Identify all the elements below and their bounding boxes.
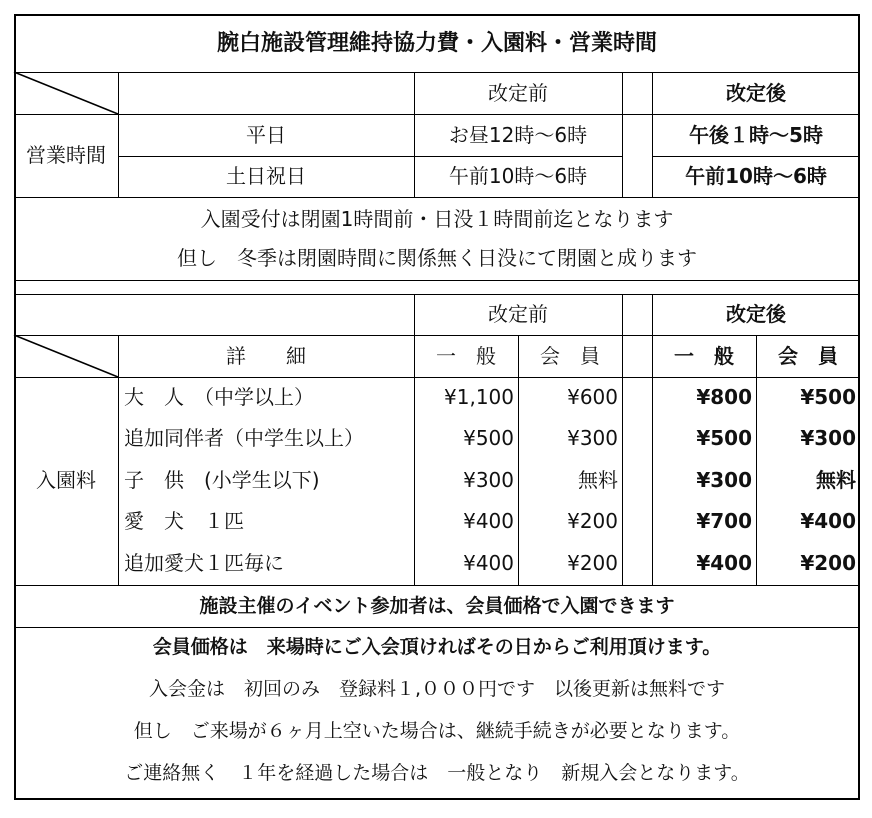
member-note-expiry: ご連絡無く １年を経過した場合は 一般となり 新規入会となります。 — [124, 762, 750, 784]
rule-hours-mid-right — [652, 156, 860, 157]
rule-fees-bottom — [14, 585, 860, 586]
fee-before-member-companion: ¥300 — [567, 426, 618, 450]
fees-after-general-header: 一 般 — [674, 344, 734, 368]
hours-after-holiday: 午前10時～6時 — [685, 164, 827, 188]
hours-corner-diagonal — [14, 72, 118, 114]
rule-notes-bottom — [14, 280, 860, 281]
col-rule-fees-1 — [118, 335, 119, 585]
fee-before-member-adult: ¥600 — [567, 385, 618, 409]
page-title: 腕白施設管理維持協力費・入園料・営業時間 — [216, 31, 657, 56]
fees-col-before: 改定前 — [488, 302, 548, 326]
hours-before-holiday: 午前10時～6時 — [448, 164, 588, 188]
fee-after-member-child: 無料 — [816, 468, 856, 492]
hours-day-holiday: 土日祝日 — [226, 164, 306, 188]
col-rule-hours-3 — [622, 72, 623, 197]
fee-after-general-dog: ¥700 — [696, 509, 752, 533]
fees-detail-header: 詳 細 — [226, 344, 306, 368]
fee-before-member-extra-dog: ¥200 — [567, 551, 618, 575]
fee-after-member-extra-dog: ¥200 — [800, 551, 856, 575]
fee-after-member-dog: ¥400 — [800, 509, 856, 533]
rule-hours-mid-left — [118, 156, 622, 157]
fee-detail-child: 子 供 (小学生以下) — [124, 468, 320, 492]
member-notes-headline: 会員価格は 来場時にご入会頂ければその日からご利用頂けます。 — [152, 636, 722, 658]
fee-before-general-dog: ¥400 — [463, 509, 514, 533]
hours-day-weekday: 平日 — [246, 123, 286, 147]
fee-after-general-companion: ¥500 — [696, 426, 752, 450]
fees-after-member-header: 会 員 — [778, 344, 838, 368]
fee-before-general-extra-dog: ¥400 — [463, 551, 514, 575]
rule-fees-header-2 — [14, 377, 860, 378]
hours-note-winter: 但し 冬季は閉園時間に関係無く日没にて閉園と成ります — [177, 246, 697, 270]
fee-detail-extra-dog: 追加愛犬１匹毎に — [124, 551, 284, 575]
fee-before-member-dog: ¥200 — [567, 509, 618, 533]
fees-before-member-header: 会 員 — [540, 344, 600, 368]
col-rule-fees-6 — [756, 335, 757, 585]
fee-detail-adult: 大 人 （中学以上） — [124, 385, 314, 409]
rule-hours-header — [14, 114, 860, 115]
fee-after-general-adult: ¥800 — [696, 385, 752, 409]
rule-fees-header-1 — [14, 335, 860, 336]
fee-after-member-companion: ¥300 — [800, 426, 856, 450]
hours-label: 営業時間 — [26, 143, 106, 167]
hours-note-reception: 入園受付は閉園1時間前・日没１時間前迄となります — [200, 207, 674, 231]
member-note-fee: 入会金は 初回のみ 登録料１,０００円です 以後更新は無料です — [148, 678, 726, 700]
rule-event-bottom — [14, 627, 860, 628]
event-note: 施設主催のイベント参加者は、会員価格で入園できます — [199, 595, 675, 617]
fee-detail-dog: 愛 犬 １匹 — [124, 509, 244, 533]
fee-before-member-child: 無料 — [578, 468, 618, 492]
fee-after-member-adult: ¥500 — [800, 385, 856, 409]
hours-after-weekday: 午後１時～5時 — [689, 123, 823, 147]
fee-before-general-adult: ¥1,100 — [444, 385, 514, 409]
rule-below-title — [14, 72, 860, 73]
fee-before-general-child: ¥300 — [463, 468, 514, 492]
fees-corner-diagonal — [14, 335, 118, 377]
fees-before-general-header: 一 般 — [436, 344, 496, 368]
hours-col-before: 改定前 — [488, 81, 548, 105]
hours-col-after: 改定後 — [726, 81, 786, 105]
hours-before-weekday: お昼12時～6時 — [448, 123, 588, 147]
member-note-renewal: 但し ご来場が６ヶ月上空いた場合は、継続手続きが必要となります。 — [133, 720, 741, 742]
fee-after-general-child: ¥300 — [696, 468, 752, 492]
col-rule-fees-3 — [518, 335, 519, 585]
fee-detail-companion: 追加同伴者（中学生以上） — [124, 426, 364, 450]
fee-before-general-companion: ¥500 — [463, 426, 514, 450]
fees-col-after: 改定後 — [726, 302, 786, 326]
rule-hours-bottom — [14, 197, 860, 198]
fees-label: 入園料 — [36, 468, 96, 492]
fee-after-general-extra-dog: ¥400 — [696, 551, 752, 575]
rule-fees-top — [14, 294, 860, 295]
col-rule-fees-4 — [622, 294, 623, 585]
